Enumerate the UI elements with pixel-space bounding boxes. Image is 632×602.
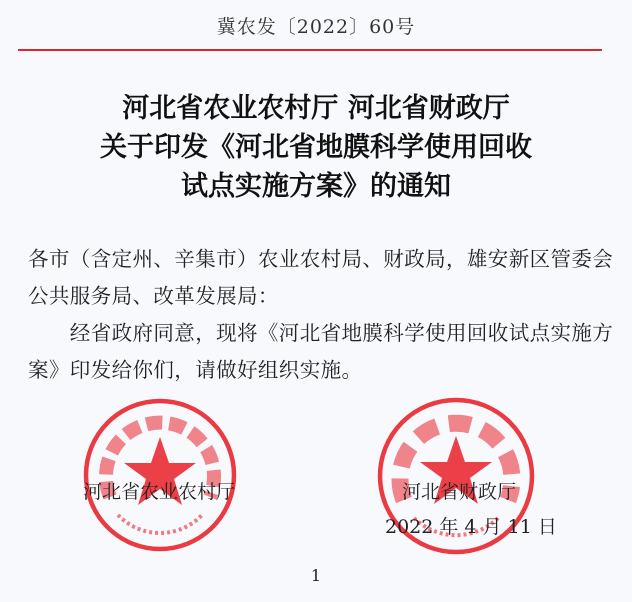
body-line-3: 经省政府同意，现将《河北省地膜科学使用回收试点实施方	[28, 321, 614, 345]
title-line-2: 关于印发《河北省地膜科学使用回收	[100, 132, 532, 163]
seal-code-mark	[118, 515, 202, 533]
body-line-4: 案》印发给你们，请做好组织实施。	[28, 358, 363, 382]
seal-agriculture-department	[82, 397, 238, 553]
body-line-1: 各市（含定州、辛集市）农业农村局、财政局，雄安新区管委会	[28, 247, 614, 271]
page-number: 1	[310, 566, 322, 585]
title-line-3: 试点实施方案》的通知	[181, 171, 451, 202]
signature-agriculture: 河北省农业农村厅	[83, 481, 236, 503]
body-line-2: 公共服务局、改革发展局：	[28, 284, 279, 308]
document-number: 冀农发〔2022〕60号	[216, 16, 416, 38]
signature-finance: 河北省财政厅	[402, 481, 517, 503]
signature-date: 2022 年 4 月 11 日	[385, 516, 557, 538]
title-line-1: 河北省农业农村厅 河北省财政厅	[122, 93, 510, 124]
red-divider-line	[18, 49, 602, 51]
